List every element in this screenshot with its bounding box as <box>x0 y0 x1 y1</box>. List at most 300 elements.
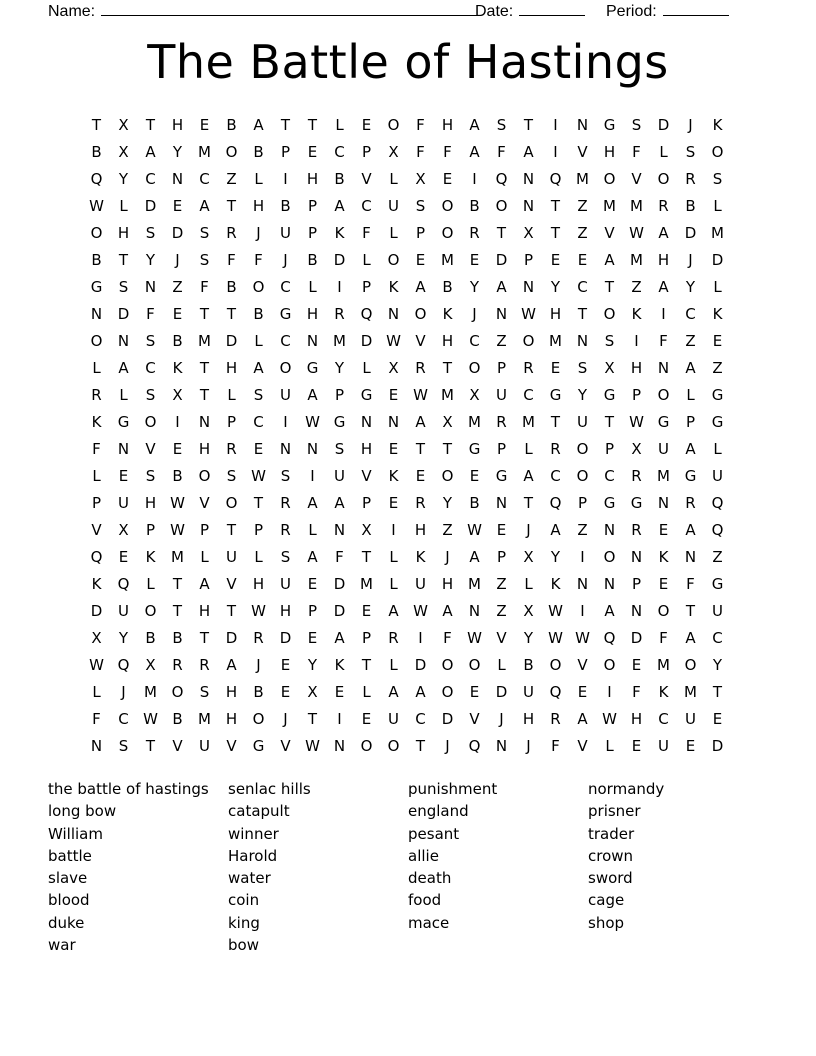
grid-letter[interactable]: O <box>414 305 427 323</box>
grid-letter[interactable]: O <box>468 656 481 674</box>
grid-letter[interactable]: L <box>659 143 668 161</box>
grid-letter[interactable]: G <box>306 359 319 377</box>
grid-letter[interactable]: R <box>685 494 696 512</box>
grid-letter[interactable]: A <box>685 440 696 458</box>
grid-letter[interactable]: A <box>469 116 480 134</box>
grid-letter[interactable]: H <box>522 710 535 728</box>
grid-letter[interactable]: Q <box>468 737 481 755</box>
grid-letter[interactable]: N <box>306 332 319 350</box>
grid-letter[interactable]: T <box>199 386 210 404</box>
grid-letter[interactable]: W <box>305 737 320 755</box>
grid-letter[interactable]: L <box>200 548 209 566</box>
grid-letter[interactable]: T <box>550 197 561 215</box>
grid-letter[interactable]: M <box>441 386 454 404</box>
grid-letter[interactable]: S <box>253 386 264 404</box>
grid-letter[interactable]: Y <box>145 251 156 269</box>
grid-letter[interactable]: R <box>631 467 642 485</box>
grid-letter[interactable]: J <box>526 521 531 539</box>
grid-letter[interactable]: K <box>388 278 399 296</box>
grid-letter[interactable]: R <box>334 305 345 323</box>
grid-letter[interactable]: U <box>523 683 534 701</box>
grid-letter[interactable]: T <box>199 305 210 323</box>
grid-letter[interactable]: V <box>469 710 480 728</box>
grid-letter[interactable]: S <box>496 116 507 134</box>
grid-letter[interactable]: E <box>577 251 588 269</box>
grid-letter[interactable]: E <box>388 386 399 404</box>
grid-letter[interactable]: P <box>685 413 696 431</box>
grid-letter[interactable]: W <box>467 521 482 539</box>
grid-letter[interactable]: H <box>225 710 238 728</box>
grid-letter[interactable]: E <box>361 602 372 620</box>
grid-letter[interactable]: I <box>283 170 288 188</box>
grid-letter[interactable]: H <box>630 359 643 377</box>
grid-letter[interactable]: F <box>227 251 236 269</box>
grid-letter[interactable]: S <box>199 251 210 269</box>
grid-letter[interactable]: L <box>686 386 695 404</box>
grid-letter[interactable]: V <box>604 224 615 242</box>
grid-letter[interactable]: E <box>442 170 453 188</box>
grid-letter[interactable]: H <box>630 710 643 728</box>
grid-letter[interactable]: P <box>496 440 507 458</box>
grid-letter[interactable]: J <box>688 116 693 134</box>
grid-letter[interactable]: Q <box>117 656 130 674</box>
grid-letter[interactable]: E <box>496 521 507 539</box>
grid-letter[interactable]: D <box>144 197 157 215</box>
grid-letter[interactable]: L <box>389 170 398 188</box>
grid-letter[interactable]: F <box>254 251 263 269</box>
grid-letter[interactable]: I <box>634 332 639 350</box>
grid-letter[interactable]: N <box>171 170 184 188</box>
grid-letter[interactable]: D <box>171 224 184 242</box>
grid-letter[interactable]: S <box>415 197 426 215</box>
grid-letter[interactable]: M <box>198 710 211 728</box>
grid-letter[interactable]: A <box>685 521 696 539</box>
grid-letter[interactable]: Z <box>577 521 588 539</box>
grid-letter[interactable]: W <box>170 494 185 512</box>
grid-letter[interactable]: M <box>522 413 535 431</box>
grid-letter[interactable]: R <box>280 521 291 539</box>
grid-letter[interactable]: O <box>441 197 454 215</box>
grid-letter[interactable]: S <box>280 548 291 566</box>
grid-letter[interactable]: C <box>712 629 723 647</box>
grid-letter[interactable]: T <box>685 602 696 620</box>
grid-letter[interactable]: E <box>307 629 318 647</box>
grid-letter[interactable]: U <box>280 224 291 242</box>
grid-letter[interactable]: N <box>387 305 400 323</box>
grid-letter[interactable]: E <box>469 251 480 269</box>
grid-letter[interactable]: L <box>389 224 398 242</box>
grid-letter[interactable]: N <box>387 413 400 431</box>
grid-letter[interactable]: T <box>226 521 237 539</box>
grid-letter[interactable]: T <box>226 197 237 215</box>
grid-letter[interactable]: U <box>496 386 507 404</box>
grid-letter[interactable]: M <box>468 413 481 431</box>
grid-letter[interactable]: G <box>495 467 508 485</box>
grid-letter[interactable]: S <box>118 737 129 755</box>
grid-letter[interactable]: H <box>441 332 454 350</box>
grid-letter[interactable]: N <box>576 116 589 134</box>
grid-letter[interactable]: P <box>253 521 264 539</box>
grid-letter[interactable]: A <box>685 629 696 647</box>
grid-letter[interactable]: T <box>496 224 507 242</box>
grid-letter[interactable]: F <box>200 278 209 296</box>
grid-letter[interactable]: O <box>603 656 616 674</box>
grid-letter[interactable]: A <box>307 494 318 512</box>
grid-letter[interactable]: O <box>603 548 616 566</box>
grid-letter[interactable]: R <box>253 629 264 647</box>
grid-letter[interactable]: T <box>604 278 615 296</box>
grid-letter[interactable]: O <box>576 440 589 458</box>
grid-letter[interactable]: Z <box>577 224 588 242</box>
grid-letter[interactable]: A <box>658 278 669 296</box>
grid-letter[interactable]: U <box>280 575 291 593</box>
grid-letter[interactable]: O <box>441 656 454 674</box>
grid-letter[interactable]: Q <box>549 170 562 188</box>
grid-letter[interactable]: P <box>631 575 642 593</box>
grid-letter[interactable]: U <box>118 494 129 512</box>
grid-letter[interactable]: C <box>685 305 696 323</box>
grid-letter[interactable]: X <box>118 143 129 161</box>
grid-letter[interactable]: A <box>469 548 480 566</box>
grid-letter[interactable]: K <box>712 116 723 134</box>
grid-letter[interactable]: X <box>523 602 534 620</box>
grid-letter[interactable]: C <box>523 386 534 404</box>
grid-letter[interactable]: X <box>91 629 102 647</box>
grid-letter[interactable]: M <box>549 332 562 350</box>
grid-letter[interactable]: I <box>337 278 342 296</box>
grid-letter[interactable]: L <box>389 656 398 674</box>
grid-letter[interactable]: M <box>576 170 589 188</box>
grid-letter[interactable]: H <box>360 440 373 458</box>
grid-letter[interactable]: A <box>415 413 426 431</box>
grid-letter[interactable]: N <box>495 305 508 323</box>
grid-letter[interactable]: N <box>576 332 589 350</box>
grid-letter[interactable]: D <box>333 575 346 593</box>
grid-letter[interactable]: O <box>198 467 211 485</box>
grid-letter[interactable]: I <box>580 548 585 566</box>
grid-letter[interactable]: G <box>603 494 616 512</box>
grid-letter[interactable]: D <box>333 602 346 620</box>
grid-letter[interactable]: C <box>280 332 291 350</box>
grid-letter[interactable]: F <box>497 143 506 161</box>
grid-letter[interactable]: Y <box>550 278 561 296</box>
grid-letter[interactable]: K <box>145 548 156 566</box>
grid-letter[interactable]: Z <box>496 332 507 350</box>
grid-letter[interactable]: L <box>254 170 263 188</box>
grid-letter[interactable]: O <box>549 656 562 674</box>
grid-letter[interactable]: N <box>630 548 643 566</box>
grid-letter[interactable]: F <box>92 440 101 458</box>
grid-letter[interactable]: U <box>280 386 291 404</box>
grid-letter[interactable]: W <box>170 521 185 539</box>
grid-letter[interactable]: N <box>522 170 535 188</box>
grid-letter[interactable]: D <box>711 737 724 755</box>
grid-letter[interactable]: T <box>91 116 102 134</box>
grid-letter[interactable]: X <box>118 521 129 539</box>
grid-letter[interactable]: N <box>117 332 130 350</box>
grid-letter[interactable]: N <box>576 575 589 593</box>
grid-letter[interactable]: R <box>658 197 669 215</box>
grid-letter[interactable]: I <box>607 683 612 701</box>
grid-letter[interactable]: H <box>306 305 319 323</box>
grid-letter[interactable]: E <box>280 683 291 701</box>
grid-letter[interactable]: R <box>280 494 291 512</box>
grid-letter[interactable]: A <box>253 116 264 134</box>
grid-letter[interactable]: A <box>388 602 399 620</box>
grid-letter[interactable]: R <box>523 359 534 377</box>
grid-letter[interactable]: G <box>711 575 724 593</box>
grid-letter[interactable]: E <box>199 116 210 134</box>
grid-letter[interactable]: P <box>307 197 318 215</box>
grid-letter[interactable]: X <box>415 170 426 188</box>
grid-letter[interactable]: Q <box>495 170 508 188</box>
grid-letter[interactable]: L <box>362 683 371 701</box>
grid-letter[interactable]: O <box>90 224 103 242</box>
grid-letter[interactable]: U <box>226 548 237 566</box>
grid-letter[interactable]: C <box>145 170 156 188</box>
grid-letter[interactable]: Y <box>523 629 534 647</box>
grid-letter[interactable]: B <box>172 629 183 647</box>
grid-letter[interactable]: A <box>334 629 345 647</box>
grid-letter[interactable]: R <box>550 440 561 458</box>
grid-letter[interactable]: D <box>414 656 427 674</box>
grid-letter[interactable]: T <box>226 305 237 323</box>
grid-letter[interactable]: F <box>632 143 641 161</box>
grid-letter[interactable]: T <box>523 494 534 512</box>
grid-letter[interactable]: O <box>468 359 481 377</box>
grid-letter[interactable]: M <box>171 548 184 566</box>
grid-letter[interactable]: A <box>469 143 480 161</box>
grid-letter[interactable]: O <box>495 197 508 215</box>
grid-letter[interactable]: U <box>388 710 399 728</box>
grid-letter[interactable]: L <box>362 251 371 269</box>
grid-letter[interactable]: W <box>89 197 104 215</box>
grid-letter[interactable]: Y <box>172 143 183 161</box>
grid-letter[interactable]: C <box>577 278 588 296</box>
grid-letter[interactable]: N <box>306 440 319 458</box>
grid-letter[interactable]: J <box>121 683 126 701</box>
grid-letter[interactable]: F <box>659 332 668 350</box>
grid-letter[interactable]: D <box>225 629 238 647</box>
grid-letter[interactable]: H <box>549 305 562 323</box>
grid-letter[interactable]: X <box>361 521 372 539</box>
grid-letter[interactable]: C <box>658 710 669 728</box>
grid-letter[interactable]: U <box>388 197 399 215</box>
grid-letter[interactable]: T <box>199 629 210 647</box>
grid-letter[interactable]: T <box>604 413 615 431</box>
grid-letter[interactable]: X <box>604 359 615 377</box>
grid-letter[interactable]: W <box>467 629 482 647</box>
grid-letter[interactable]: E <box>469 467 480 485</box>
grid-letter[interactable]: F <box>92 710 101 728</box>
grid-letter[interactable]: S <box>685 143 696 161</box>
grid-letter[interactable]: L <box>119 386 128 404</box>
grid-letter[interactable]: M <box>198 332 211 350</box>
grid-letter[interactable]: C <box>604 467 615 485</box>
grid-letter[interactable]: E <box>469 683 480 701</box>
grid-letter[interactable]: V <box>631 170 642 188</box>
grid-letter[interactable]: G <box>603 116 616 134</box>
grid-letter[interactable]: S <box>604 332 615 350</box>
grid-letter[interactable]: O <box>657 386 670 404</box>
grid-letter[interactable]: A <box>307 386 318 404</box>
grid-letter[interactable]: W <box>413 386 428 404</box>
grid-letter[interactable]: U <box>712 467 723 485</box>
grid-letter[interactable]: S <box>577 359 588 377</box>
grid-letter[interactable]: A <box>523 467 534 485</box>
grid-letter[interactable]: O <box>225 143 238 161</box>
grid-letter[interactable]: H <box>252 197 265 215</box>
grid-letter[interactable]: K <box>442 305 453 323</box>
grid-letter[interactable]: M <box>657 656 670 674</box>
grid-letter[interactable]: D <box>117 305 130 323</box>
grid-letter[interactable]: A <box>604 251 615 269</box>
grid-letter[interactable]: N <box>495 737 508 755</box>
grid-letter[interactable]: R <box>172 656 183 674</box>
grid-letter[interactable]: T <box>550 224 561 242</box>
grid-letter[interactable]: S <box>334 440 345 458</box>
grid-letter[interactable]: E <box>415 467 426 485</box>
grid-letter[interactable]: C <box>415 710 426 728</box>
grid-letter[interactable]: P <box>307 602 318 620</box>
grid-letter[interactable]: Y <box>307 656 318 674</box>
grid-letter[interactable]: G <box>333 413 346 431</box>
grid-letter[interactable]: K <box>334 224 345 242</box>
grid-letter[interactable]: E <box>550 359 561 377</box>
grid-letter[interactable]: E <box>415 251 426 269</box>
grid-letter[interactable]: O <box>387 737 400 755</box>
grid-letter[interactable]: F <box>443 143 452 161</box>
grid-letter[interactable]: F <box>686 575 695 593</box>
grid-letter[interactable]: I <box>283 413 288 431</box>
grid-letter[interactable]: A <box>334 197 345 215</box>
grid-letter[interactable]: B <box>172 332 183 350</box>
grid-letter[interactable]: U <box>685 710 696 728</box>
grid-letter[interactable]: G <box>630 494 643 512</box>
grid-letter[interactable]: S <box>145 332 156 350</box>
grid-letter[interactable]: B <box>226 116 237 134</box>
grid-letter[interactable]: A <box>118 359 129 377</box>
grid-letter[interactable]: N <box>333 521 346 539</box>
grid-letter[interactable]: K <box>550 575 561 593</box>
grid-letter[interactable]: N <box>90 305 103 323</box>
grid-letter[interactable]: Y <box>118 629 129 647</box>
grid-letter[interactable]: N <box>117 440 130 458</box>
grid-letter[interactable]: K <box>334 656 345 674</box>
grid-letter[interactable]: A <box>442 602 453 620</box>
grid-letter[interactable]: S <box>118 278 129 296</box>
grid-letter[interactable]: T <box>550 413 561 431</box>
grid-letter[interactable]: N <box>603 575 616 593</box>
grid-letter[interactable]: N <box>603 521 616 539</box>
grid-letter[interactable]: X <box>442 413 453 431</box>
grid-letter[interactable]: V <box>577 737 588 755</box>
grid-letter[interactable]: O <box>360 737 373 755</box>
grid-letter[interactable]: J <box>256 224 261 242</box>
grid-letter[interactable]: D <box>495 683 508 701</box>
grid-letter[interactable]: B <box>442 278 453 296</box>
grid-letter[interactable]: S <box>145 386 156 404</box>
grid-letter[interactable]: B <box>172 710 183 728</box>
grid-letter[interactable]: E <box>388 440 399 458</box>
grid-letter[interactable]: E <box>631 737 642 755</box>
grid-letter[interactable]: A <box>199 197 210 215</box>
grid-letter[interactable]: B <box>307 251 318 269</box>
grid-letter[interactable]: V <box>280 737 291 755</box>
grid-letter[interactable]: O <box>90 332 103 350</box>
grid-letter[interactable]: P <box>496 548 507 566</box>
grid-letter[interactable]: W <box>386 332 401 350</box>
grid-letter[interactable]: M <box>603 197 616 215</box>
grid-letter[interactable]: N <box>630 602 643 620</box>
grid-letter[interactable]: F <box>551 737 560 755</box>
grid-letter[interactable]: T <box>226 602 237 620</box>
grid-letter[interactable]: W <box>251 602 266 620</box>
grid-letter[interactable]: H <box>171 116 184 134</box>
grid-letter[interactable]: H <box>225 359 238 377</box>
grid-letter[interactable]: E <box>361 116 372 134</box>
grid-letter[interactable]: T <box>307 710 318 728</box>
grid-letter[interactable]: R <box>226 224 237 242</box>
grid-letter[interactable]: E <box>307 143 318 161</box>
grid-letter[interactable]: P <box>523 251 534 269</box>
grid-letter[interactable]: T <box>145 116 156 134</box>
grid-letter[interactable]: B <box>280 197 291 215</box>
grid-letter[interactable]: E <box>658 521 669 539</box>
grid-letter[interactable]: E <box>307 575 318 593</box>
grid-letter[interactable]: A <box>199 575 210 593</box>
grid-letter[interactable]: O <box>603 305 616 323</box>
grid-letter[interactable]: B <box>523 656 534 674</box>
grid-letter[interactable]: B <box>685 197 696 215</box>
grid-letter[interactable]: F <box>416 116 425 134</box>
grid-letter[interactable]: C <box>280 278 291 296</box>
grid-letter[interactable]: J <box>256 656 261 674</box>
grid-letter[interactable]: R <box>199 656 210 674</box>
grid-letter[interactable]: L <box>254 548 263 566</box>
grid-letter[interactable]: S <box>226 467 237 485</box>
grid-letter[interactable]: X <box>307 683 318 701</box>
grid-letter[interactable]: W <box>602 710 617 728</box>
grid-letter[interactable]: O <box>711 143 724 161</box>
grid-letter[interactable]: L <box>524 440 533 458</box>
grid-letter[interactable]: H <box>414 521 427 539</box>
grid-letter[interactable]: R <box>415 359 426 377</box>
grid-letter[interactable]: V <box>199 494 210 512</box>
grid-letter[interactable]: J <box>472 305 477 323</box>
grid-letter[interactable]: L <box>308 278 317 296</box>
grid-letter[interactable]: E <box>550 251 561 269</box>
grid-letter[interactable]: L <box>92 359 101 377</box>
grid-letter[interactable]: N <box>684 548 697 566</box>
grid-letter[interactable]: T <box>118 251 129 269</box>
grid-letter[interactable]: Y <box>334 359 345 377</box>
period-blank[interactable] <box>663 0 729 16</box>
grid-letter[interactable]: A <box>226 656 237 674</box>
grid-letter[interactable]: G <box>279 305 292 323</box>
name-blank[interactable] <box>101 0 481 16</box>
grid-letter[interactable]: K <box>388 467 399 485</box>
grid-letter[interactable]: Z <box>496 575 507 593</box>
grid-letter[interactable]: O <box>279 359 292 377</box>
grid-letter[interactable]: L <box>497 656 506 674</box>
grid-letter[interactable]: K <box>415 548 426 566</box>
grid-letter[interactable]: C <box>469 332 480 350</box>
grid-letter[interactable]: Z <box>442 521 453 539</box>
grid-letter[interactable]: E <box>172 197 183 215</box>
grid-letter[interactable]: N <box>522 278 535 296</box>
grid-letter[interactable]: U <box>712 602 723 620</box>
